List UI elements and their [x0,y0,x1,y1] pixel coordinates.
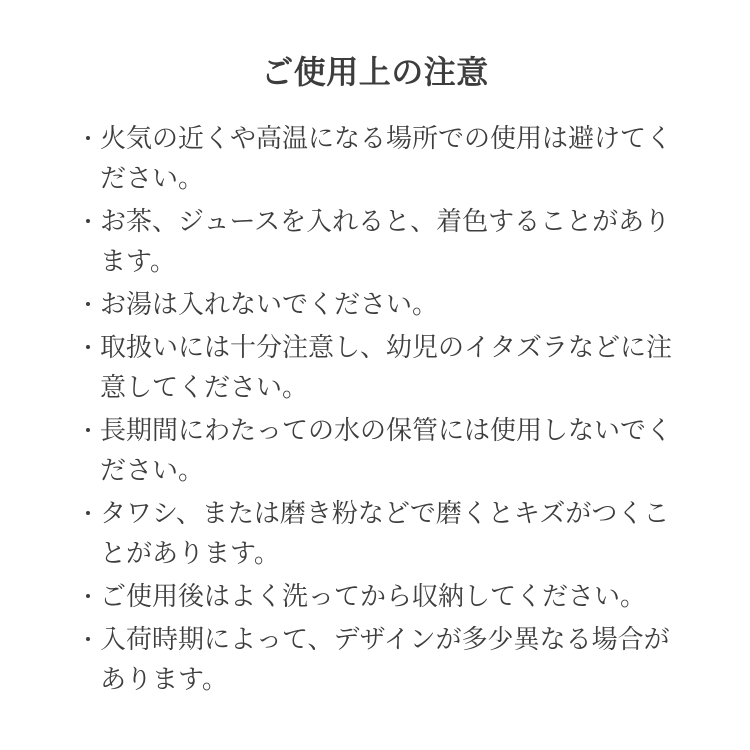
notice-text: 取扱いには十分注意し、幼児のイタズラなどに注意してください。 [100,332,673,402]
bullet-icon [85,493,100,533]
bullet-icon [85,327,100,367]
notice-text: お湯は入れないでください。 [100,289,439,319]
list-item [85,619,673,699]
notice-text: 火気の近くや高温になる場所での使用は避けてください。 [100,123,673,193]
bullet-icon [85,201,100,241]
notice-text: お茶、ジュースを入れると、着色することがあります。 [100,206,671,276]
notice-text: 入荷時期によって、デザインが多少異なる場合があります。 [100,624,670,694]
notice-text: ご使用後はよく洗ってから収納してください。 [100,581,647,611]
notice-text: タワシ、または磨き粉などで磨くとキズがつくことがあります。 [100,498,670,568]
list-item [85,493,673,573]
list-item [85,201,673,281]
notice-text: 長期間にわたっての水の保管には使用しないでください。 [100,415,673,485]
list-item [85,118,673,198]
page-title: ご使用上の注意 [261,54,489,90]
bullet-icon [85,284,100,324]
list-item [85,327,673,407]
list-item [85,576,673,616]
bullet-icon [85,118,100,158]
bullet-icon [85,576,100,616]
bullet-icon [85,410,100,450]
notice-list [0,118,675,699]
list-item [85,284,673,324]
list-item [85,410,673,490]
bullet-icon [85,619,100,659]
